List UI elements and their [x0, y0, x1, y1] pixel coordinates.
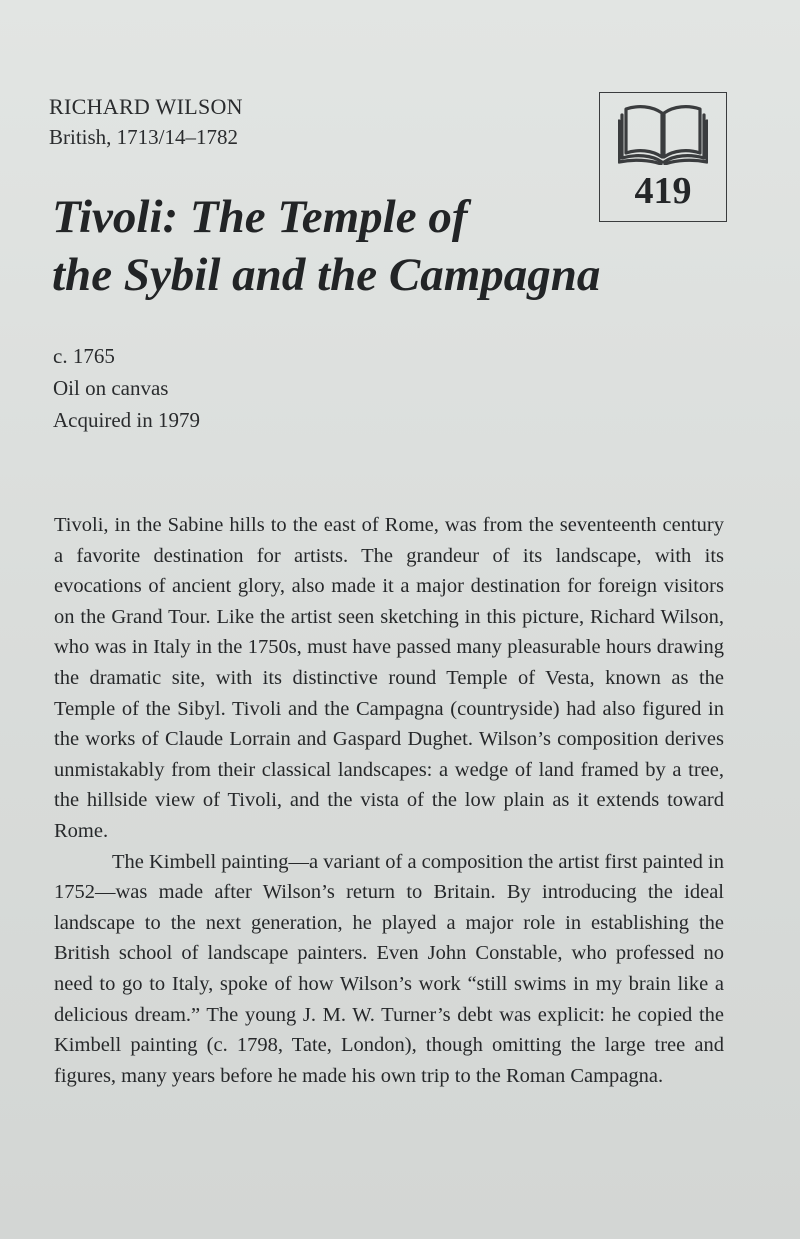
- open-book-icon: [618, 103, 708, 165]
- title-line-2: the Sybil and the Campagna: [52, 249, 601, 301]
- description-paragraph-1: Tivoli, in the Sabine hills to the east of Rome, was from the seventeenth century a favorite destination for artists. The grandeur of its landscape, with its evocations of ancient glory, also made it a major destination for foreign visitors on the Grand Tour. Like the artist seen sketching in this picture, Richard Wilson, who was in Italy in the 1750s, must have passed many pleasurable hours drawing the dramatic site, with its distinctive round Temple of Vesta, known as the Temple of the Sibyl. Tivoli and the Campagna (countryside) had also figured in the works of Claude Lorrain and Gaspard Dughet. Wilson’s composition derives unmistakably from their classical landscapes: a wedge of land framed by a tree, the hillside view of Tivoli, and the vista of the low plain as it extends toward Rome.: [54, 514, 724, 842]
- description-text: [54, 510, 724, 1091]
- artwork-title: [52, 188, 752, 304]
- artist-header: [49, 92, 243, 152]
- title-line-1: Tivoli: The Temple of: [52, 191, 468, 243]
- artist-name: RICHARD WILSON: [49, 94, 243, 119]
- artist-dates: British, 1713/14–1782: [49, 125, 239, 149]
- artwork-details: [53, 340, 200, 436]
- description-paragraph-2: The Kimbell painting—a variant of a composition the artist first painted in 1752—was made after Wilson’s return to Britain. By introducing the ideal landscape to the next generation, he played a major role in establishing the British school of landscape painters. Even John Constable, who professed no need to go to Italy, spoke of how Wilson’s work “still swims in my brain like a delicious dream.” The young J. M. W. Turner’s debt was explicit: he copied the Kimbell painting (c. 1798, Tate, London), though omitting the large tree and figures, many years before he made his own trip to the Roman Campagna.: [54, 850, 725, 1087]
- artwork-acquisition: Acquired in 1979: [53, 408, 200, 432]
- artwork-date: c. 1765: [53, 344, 115, 368]
- artwork-medium: Oil on canvas: [53, 376, 169, 400]
- guide-number: 419: [634, 170, 692, 212]
